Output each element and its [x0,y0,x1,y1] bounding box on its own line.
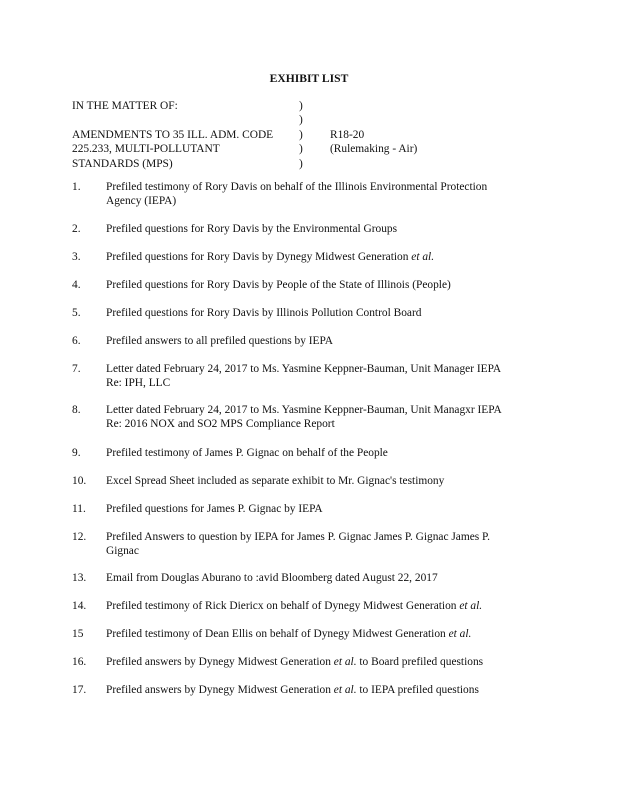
exhibit-text [106,279,538,293]
exhibit-text [106,475,538,489]
exhibit-number: 14. [72,600,87,612]
caption-left: 225.233, MULTI-POLLUTANT [72,143,220,156]
exhibit-text [106,503,538,517]
exhibit-line: Re: 2016 NOX and SO2 MPS Compliance Report [106,417,335,430]
exhibit-text [106,628,538,642]
exhibit-line: Prefiled questions for Rory Davis by the Environmental Groups [106,223,398,235]
exhibit-line: Letter dated February 24, 2017 to Ms. Yasmine Keppner-Bauman, Unit Managxr IEPA [106,404,502,416]
caption-row [72,113,552,127]
caption-left: STANDARDS (MPS) [72,157,173,170]
exhibit-line: Prefiled questions for James P. Gignac by IEPA [106,503,323,515]
caption-left: IN THE MATTER OF: [72,100,178,112]
caption-paren: ) [299,128,303,141]
exhibit-text [106,447,538,461]
exhibit-text [106,404,538,431]
exhibit-line: Prefiled questions for Rory Davis by Illinois Pollution Control Board [106,307,422,319]
exhibit-line-tail: to IEPA prefiled questions [356,684,479,696]
caption-paren: ) [299,143,303,156]
exhibit-number: 9. [72,447,81,459]
exhibit-line: Prefiled answers to all prefiled questions by IEPA [106,335,334,347]
exhibit-line: Prefiled questions for Rory Davis by People of the State of Illinois (People) [106,279,451,291]
exhibit-number: 12. [72,531,87,543]
exhibit-line: Prefiled answers by Dynegy Midwest Generation [106,656,334,668]
exhibit-line: Excel Spread Sheet included as separate exhibit to Mr. Gignac's testimony [106,475,445,487]
exhibit-line: Agency (IEPA) [106,194,177,207]
exhibit-text [106,335,538,349]
exhibit-text [106,684,538,698]
exhibit-number: 17. [72,684,87,696]
exhibit-text [106,223,538,237]
exhibit-number: 2. [72,223,81,235]
exhibit-line: Prefiled Answers to question by IEPA for James P. Gignac James P. Gignac James P. [106,531,490,543]
exhibit-italic: et al. [411,251,435,263]
exhibit-italic: et al. [448,628,472,640]
exhibit-number: 8. [72,404,81,416]
caption-paren: ) [299,114,303,127]
exhibit-line-tail: to Board prefiled questions [356,656,484,668]
caption-row [72,142,552,156]
exhibit-number: 5. [72,307,81,319]
exhibit-text [106,307,538,321]
exhibit-number: 13. [72,572,87,584]
exhibit-text [106,363,538,390]
exhibit-line: Prefiled testimony of Rick Diericx on behalf of Dynegy Midwest Generation [106,600,460,612]
caption-paren: ) [299,157,303,170]
page-title: EXHIBIT LIST [269,72,349,85]
caption-right: (Rulemaking - Air) [330,143,418,156]
exhibit-line: Prefiled testimony of Dean Ellis on behalf of Dynegy Midwest Generation [106,628,449,640]
caption-row [72,128,552,142]
exhibit-line: Prefiled testimony of Rory Davis on behalf of the Illinois Environmental Protection [106,181,488,193]
exhibit-number: 16. [72,656,87,668]
exhibit-number: 10. [72,475,87,487]
exhibit-italic: et al. [459,600,483,612]
exhibit-text [106,531,538,558]
case-caption [72,99,552,171]
exhibit-line: Gignac [106,544,139,557]
exhibit-italic: et al. [333,656,357,668]
exhibit-line: Email from Douglas Aburano to :avid Bloomberg dated August 22, 2017 [106,572,438,584]
exhibit-number: 7. [72,363,81,375]
exhibit-italic: et al. [333,684,357,696]
exhibit-number: 15 [72,628,84,640]
exhibit-number: 4. [72,279,81,291]
exhibit-number: 11. [72,503,86,515]
exhibit-text [106,251,538,265]
exhibit-number: 6. [72,335,81,347]
exhibit-number: 3. [72,251,81,263]
exhibit-text [106,181,538,208]
exhibit-line: Prefiled questions for Rory Davis by Dynegy Midwest Generation [106,251,412,263]
caption-right: R18-20 [330,128,365,141]
exhibit-line: Prefiled testimony of James P. Gignac on behalf of the People [106,447,388,459]
caption-paren: ) [299,100,303,112]
caption-left: AMENDMENTS TO 35 ILL. ADM. CODE [72,128,274,141]
caption-row [72,99,552,113]
exhibit-line: Re: IPH, LLC [106,376,171,389]
exhibit-line: Letter dated February 24, 2017 to Ms. Yasmine Keppner-Bauman, Unit Manager IEPA [106,363,502,375]
exhibit-text [106,600,538,614]
exhibit-number: 1. [72,181,81,193]
caption-row [72,157,552,171]
exhibit-text [106,572,538,586]
exhibit-line: Prefiled answers by Dynegy Midwest Generation [106,684,334,696]
exhibit-text [106,656,538,670]
